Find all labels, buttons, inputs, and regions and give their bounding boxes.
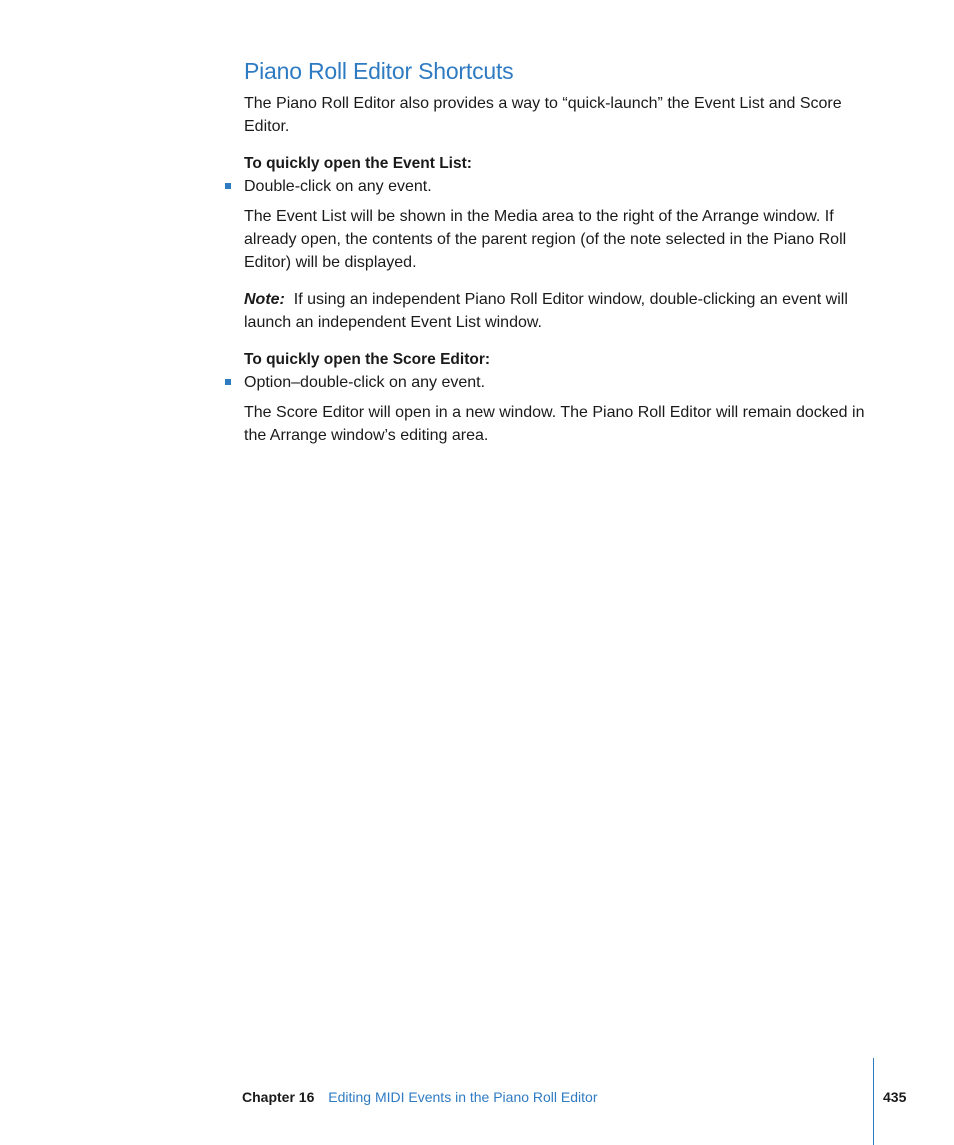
- footer-chapter-title: Editing MIDI Events in the Piano Roll Editor: [328, 1089, 598, 1105]
- main-content: [244, 56, 874, 461]
- event-list-task-heading: To quickly open the Event List:: [244, 155, 472, 172]
- score-editor-bullet-text: Option–double-click on any event.: [244, 374, 486, 391]
- footer-chapter: Chapter 16: [242, 1089, 315, 1105]
- score-editor-bullet: [244, 371, 874, 394]
- footer-divider: [873, 1058, 874, 1145]
- event-list-bullet: [244, 175, 874, 198]
- bullet-square-icon: [225, 183, 231, 189]
- event-list-bullet-text: Double-click on any event.: [244, 178, 432, 195]
- note-text: If using an independent Piano Roll Editor window, double-clicking an event will launch an independent Event List window.: [244, 291, 848, 331]
- section-title: Piano Roll Editor Shortcuts: [244, 58, 514, 84]
- intro-paragraph: The Piano Roll Editor also provides a way to “quick-launch” the Event List and Score Editor.: [244, 95, 842, 135]
- page-number: 435: [883, 1089, 907, 1105]
- event-list-result: The Event List will be shown in the Media area to the right of the Arrange window. If already open, the contents of the parent region (of the note selected in the Piano Roll Editor) will be displayed.: [244, 208, 847, 271]
- bullet-square-icon: [225, 379, 231, 385]
- note-label: Note:: [244, 291, 285, 308]
- score-editor-result: The Score Editor will open in a new window. The Piano Roll Editor will remain docked in the Arrange window’s editing area.: [244, 404, 865, 444]
- score-editor-task-heading: To quickly open the Score Editor:: [244, 351, 491, 368]
- page-footer: [242, 1088, 862, 1106]
- note-paragraph: [244, 288, 874, 334]
